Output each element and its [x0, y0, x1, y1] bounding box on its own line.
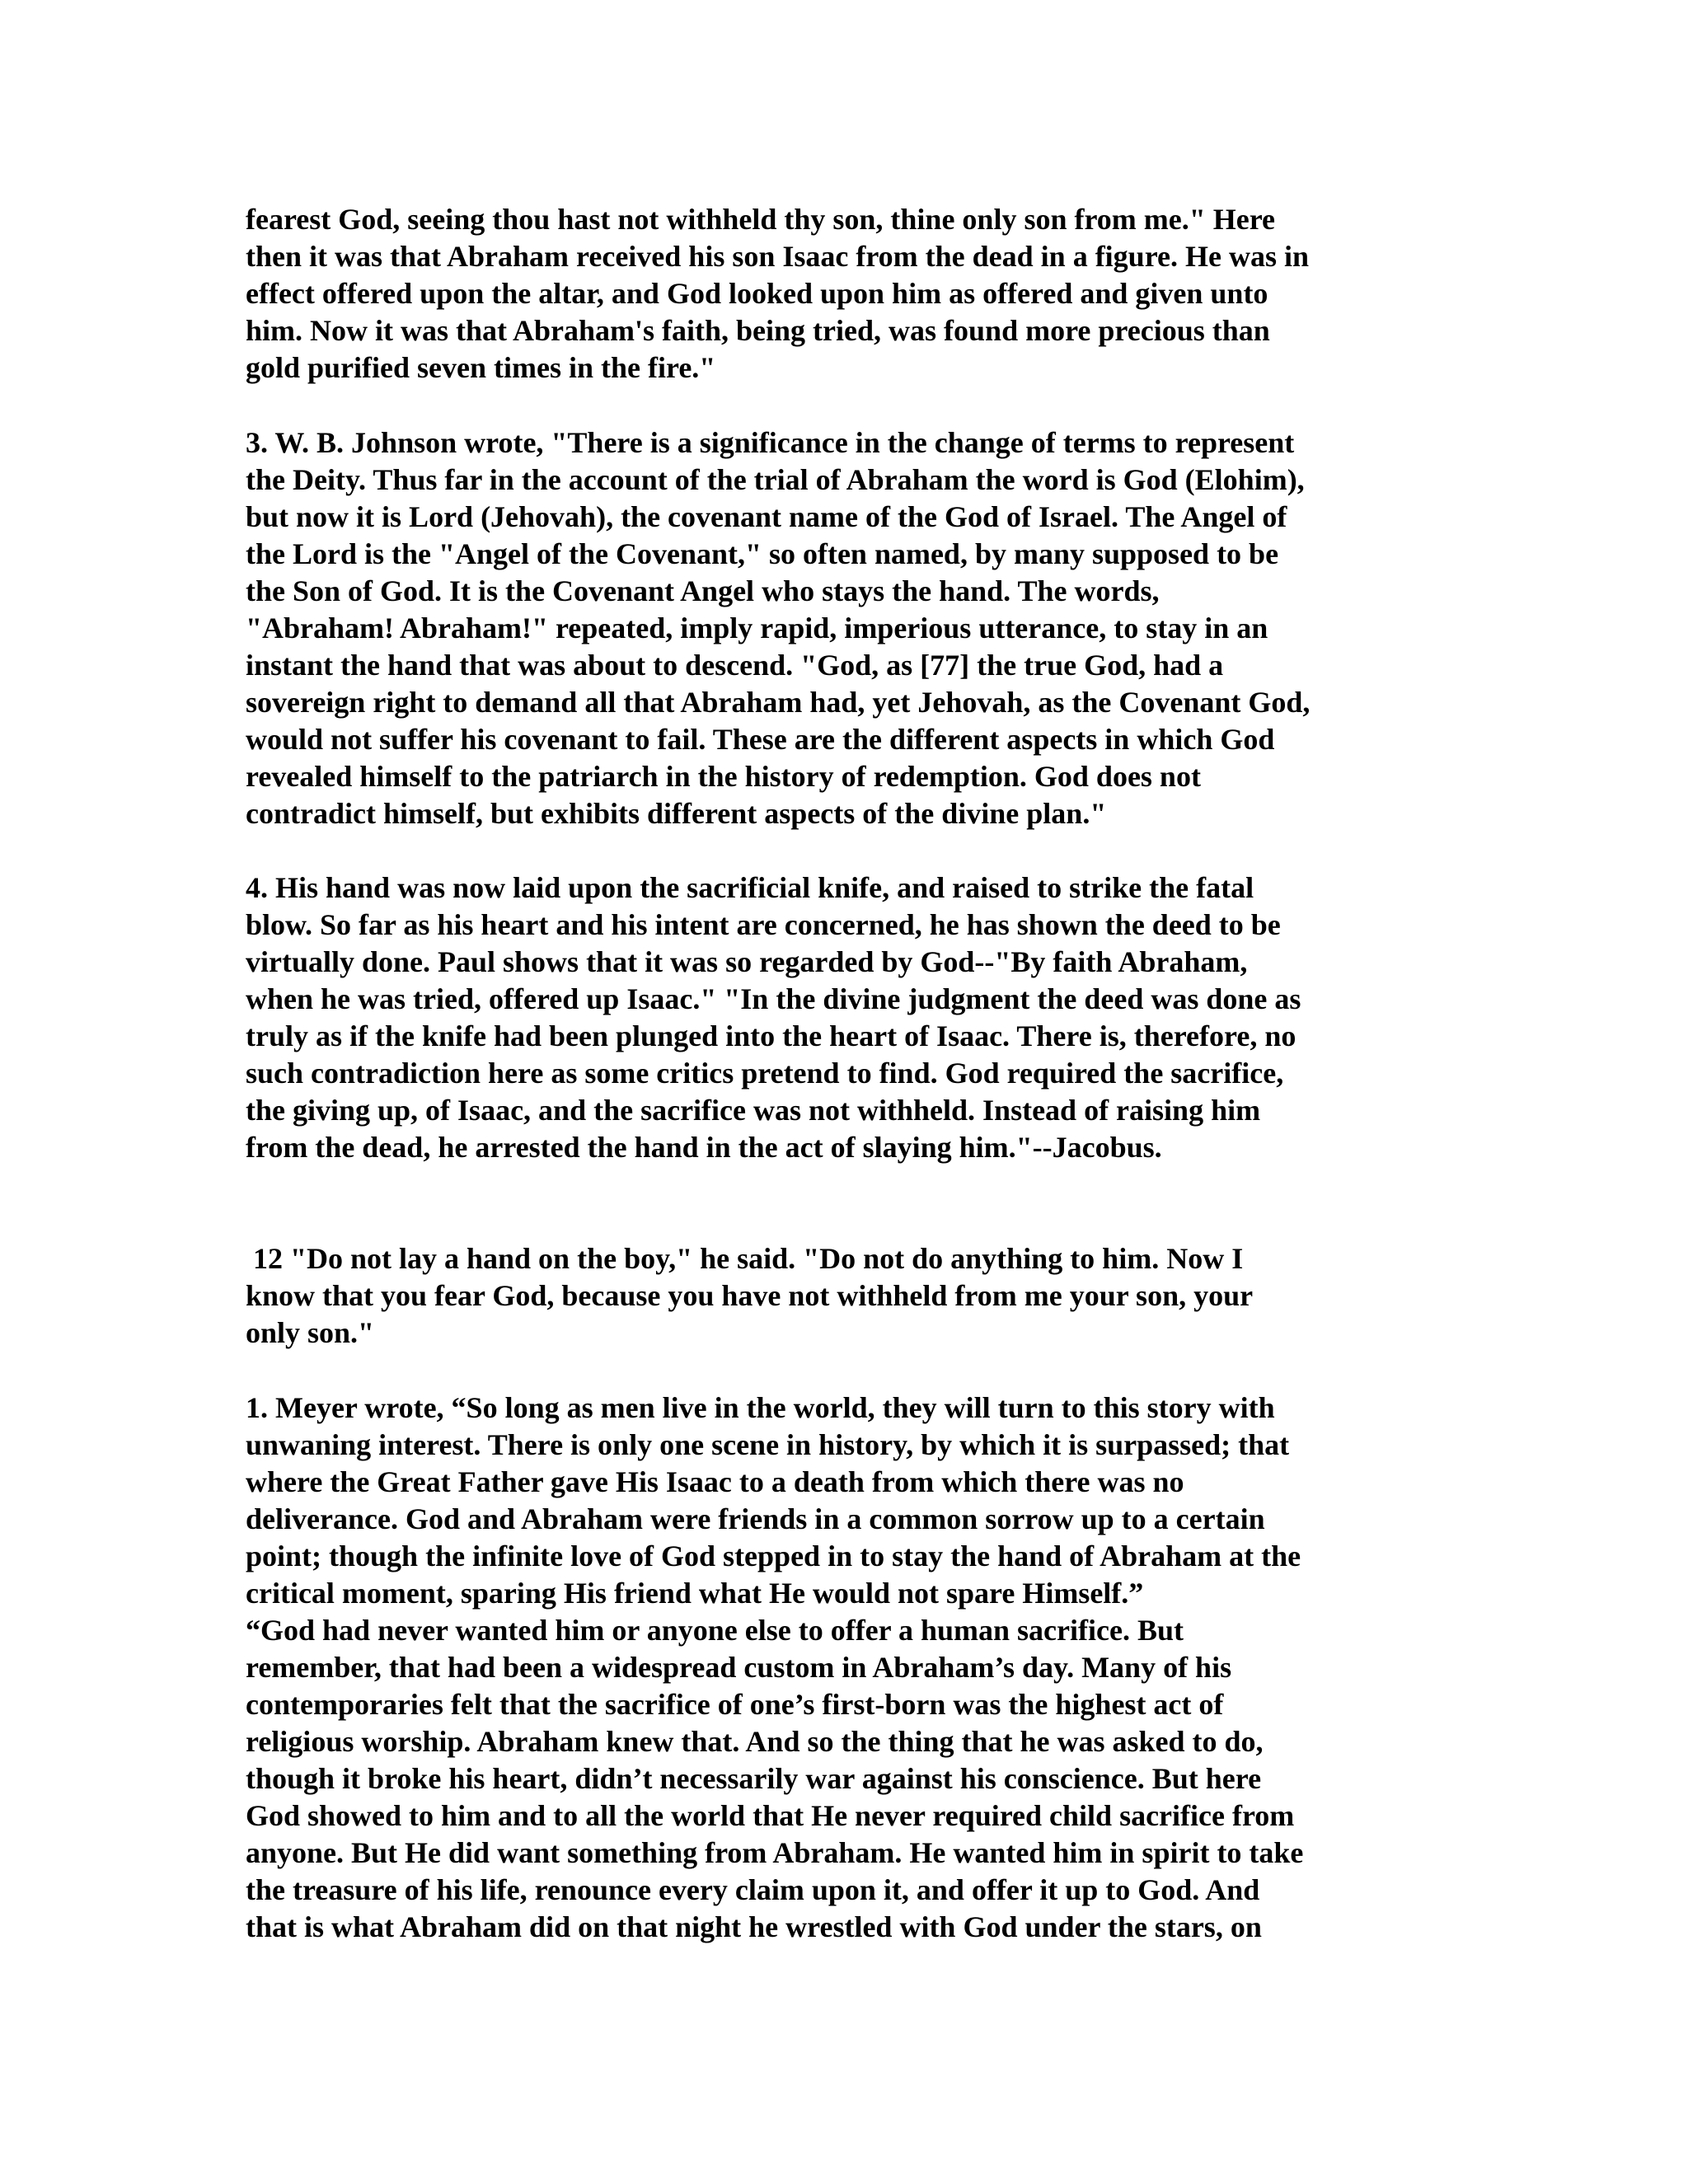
text-line: the Deity. Thus far in the account of the trial of Abraham the word is God (Elohim), [246, 463, 1305, 496]
text-line: the Lord is the "Angel of the Covenant," so often named, by many supposed to be [246, 537, 1279, 570]
text-line: "Abraham! Abraham!" repeated, imply rapid, imperious utterance, to stay in an [246, 612, 1268, 644]
text-line: only son." [246, 1316, 375, 1349]
text-line: when he was tried, offered up Isaac." "In the divine judgment the deed was done as [246, 982, 1301, 1015]
text-line: contradict himself, but exhibits different aspects of the divine plan." [246, 797, 1107, 830]
text-line: virtually done. Paul shows that it was so regarded by God--"By faith Abraham, [246, 945, 1248, 978]
text-line: the giving up, of Isaac, and the sacrifice was not withheld. Instead of raising him [246, 1094, 1261, 1127]
text-line: 4. His hand was now laid upon the sacrificial knife, and raised to strike the fatal [246, 871, 1254, 904]
text-line: God showed to him and to all the world that He never required child sacrifice from [246, 1799, 1295, 1832]
text-line: critical moment, sparing His friend what He would not spare Himself.” [246, 1577, 1144, 1610]
text-line: instant the hand that was about to descend. "God, as [77] the true God, had a [246, 649, 1224, 682]
text-line: 1. Meyer wrote, “So long as men live in the world, they will turn to this story with [246, 1391, 1275, 1424]
text-line: point; though the infinite love of God stepped in to stay the hand of Abraham at the [246, 1540, 1301, 1572]
text-line: religious worship. Abraham knew that. And so the thing that he was asked to do, [246, 1725, 1264, 1758]
text-line: unwaning interest. There is only one scene in history, by which it is surpassed; that [246, 1428, 1290, 1461]
text-line: from the dead, he arrested the hand in the act of slaying him."--Jacobus. [246, 1131, 1162, 1164]
text-line: that is what Abraham did on that night he wrestled with God under the stars, on [246, 1910, 1262, 1943]
text-line: fearest God, seeing thou hast not withheld thy son, thine only son from me." Here [246, 203, 1276, 236]
text-line: revealed himself to the patriarch in the history of redemption. God does not [246, 760, 1201, 793]
text-line: though it broke his heart, didn’t necessarily war against his conscience. But here [246, 1762, 1262, 1795]
text-line: “God had never wanted him or anyone else to offer a human sacrifice. But [246, 1614, 1184, 1647]
text-line: 3. W. B. Johnson wrote, "There is a significance in the change of terms to represent [246, 426, 1295, 459]
text-line: sovereign right to demand all that Abraham had, yet Jehovah, as the Covenant God, [246, 686, 1311, 719]
text-line: contemporaries felt that the sacrifice of one’s first-born was the highest act of [246, 1688, 1224, 1721]
text-line: the Son of God. It is the Covenant Angel who stays the hand. The words, [246, 574, 1160, 607]
text-line: blow. So far as his heart and his intent are concerned, he has shown the deed to be [246, 908, 1281, 941]
text-line: effect offered upon the altar, and God looked upon him as offered and given unto [246, 277, 1268, 310]
text-line: gold purified seven times in the fire." [246, 351, 716, 384]
text-line: remember, that had been a widespread custom in Abraham’s day. Many of his [246, 1651, 1232, 1684]
text-line: 12 "Do not lay a hand on the boy," he said. "Do not do anything to him. Now I [246, 1242, 1244, 1275]
text-line: know that you fear God, because you have not withheld from me your son, your [246, 1279, 1254, 1312]
text-line: deliverance. God and Abraham were friends in a common sorrow up to a certain [246, 1502, 1265, 1535]
text-line: where the Great Father gave His Isaac to a death from which there was no [246, 1465, 1184, 1498]
text-line: him. Now it was that Abraham's faith, being tried, was found more precious than [246, 314, 1270, 347]
text-line: then it was that Abraham received his son Isaac from the dead in a figure. He was in [246, 240, 1310, 273]
text-line: such contradiction here as some critics pretend to find. God required the sacrifice, [246, 1057, 1284, 1090]
text-line: truly as if the knife had been plunged into the heart of Isaac. There is, therefore, no [246, 1019, 1296, 1052]
text-line: the treasure of his life, renounce every claim upon it, and offer it up to God. And [246, 1873, 1260, 1906]
text-line: but now it is Lord (Jehovah), the covenant name of the God of Israel. The Angel of [246, 500, 1287, 533]
text-line: anyone. But He did want something from Abraham. He wanted him in spirit to take [246, 1836, 1304, 1869]
text-line: would not suffer his covenant to fail. These are the different aspects in which God [246, 723, 1275, 756]
